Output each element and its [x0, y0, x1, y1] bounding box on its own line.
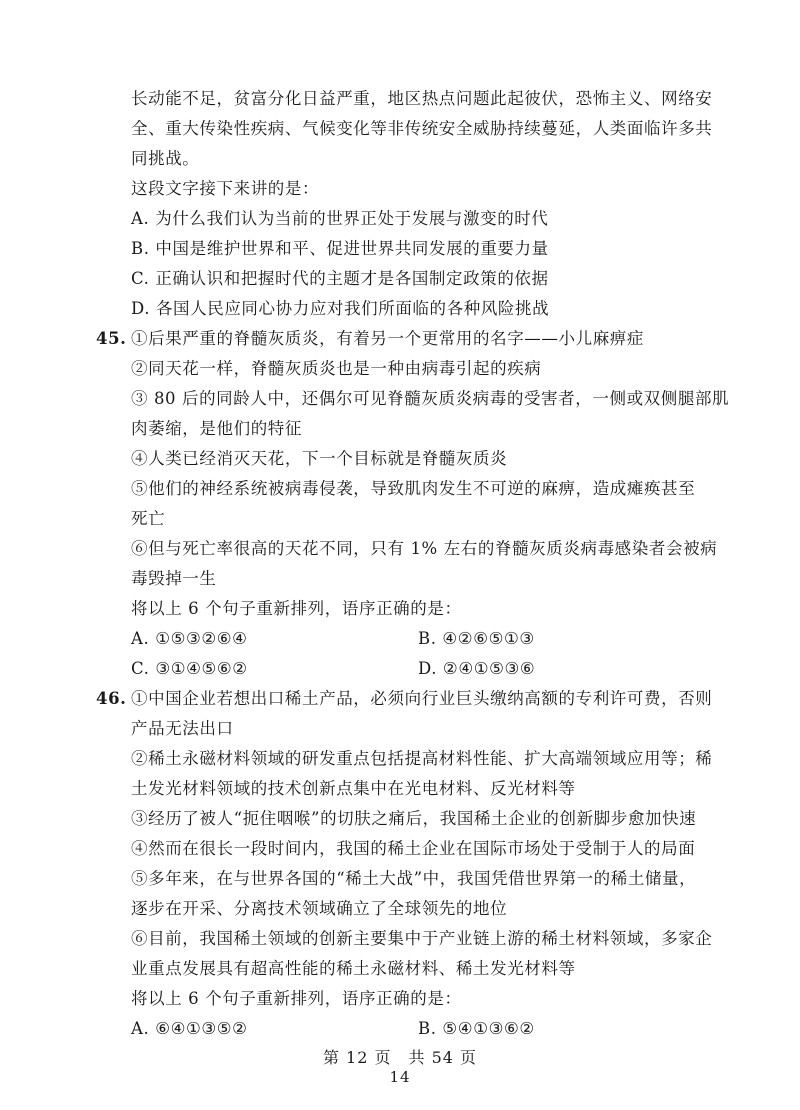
sentence-line: ②稀土永磁材料领域的研发重点包括提高材料性能、扩大高端领域应用等；稀 [131, 749, 713, 768]
sentence-line: ⑥但与死亡率很高的天花不同，只有 1% 左右的脊髓灰质炎病毒感染者会被病 [131, 539, 718, 558]
page-number: 14 [389, 1068, 411, 1086]
sentence-line: 产品无法出口 [131, 719, 234, 738]
sentence-line: ⑥目前，我国稀土领域的创新主要集中于产业链上游的稀土材料领域，多家企 [131, 929, 713, 948]
option-b: B. ④②⑥⑤①③ [418, 629, 535, 648]
passage-line: 同挑战。 [131, 149, 200, 168]
sentence-line: 死亡 [131, 509, 166, 528]
passage-line: 长动能不足，贫富分化日益严重，地区热点问题此起彼伏，恐怖主义、网络安 [131, 89, 713, 108]
sentence-line: ④人类已经消灭天花，下一个目标就是脊髓灰质炎 [131, 449, 508, 468]
sentence-line: 业重点发展具有超高性能的稀土永磁材料、稀土发光材料等 [131, 959, 576, 978]
sentence-line: 肉萎缩，是他们的特征 [131, 419, 302, 438]
sentence-line: ②同天花一样，脊髓灰质炎也是一种由病毒引起的疾病 [131, 359, 542, 378]
sentence-line: ①后果严重的脊髓灰质炎，有着另一个更常用的名字——小儿麻痹症 [131, 329, 644, 348]
sentence-line: 逐步在开采、分离技术领域确立了全球领先的地位 [131, 899, 508, 918]
question-number-46: 46. [96, 689, 127, 708]
sentence-line: ③经历了被人“扼住咽喉”的切肤之痛后，我国稀土企业的创新脚步愈加快速 [131, 809, 697, 828]
option-b: B. ⑤④①③⑥② [418, 1019, 535, 1038]
option-c: C. 正确认识和把握时代的主题才是各国制定政策的依据 [131, 269, 549, 288]
sentence-line: ①中国企业若想出口稀土产品，必须向行业巨头缴纳高额的专利许可费，否则 [131, 689, 713, 708]
option-d: D. ②④①⑤③⑥ [418, 659, 536, 678]
option-b: B. 中国是维护世界和平、促进世界共同发展的重要力量 [131, 239, 549, 258]
option-a: A. 为什么我们认为当前的世界正处于发展与激变的时代 [131, 209, 549, 228]
option-c: C. ③①④⑤⑥② [131, 659, 248, 678]
option-a: A. ①⑤③②⑥④ [131, 629, 248, 648]
page-label: 第 12 页 共 54 页 [322, 1048, 478, 1067]
sentence-line: 土发光材料领域的技术创新点集中在光电材料、反光材料等 [131, 779, 576, 798]
option-a: A. ⑥④①③⑤② [131, 1019, 248, 1038]
sentence-line: ③ 80 后的同龄人中，还偶尔可见脊髓灰质炎病毒的受害者，一侧或双侧腿部肌 [131, 389, 730, 408]
sentence-line: 毒毁掉一生 [131, 569, 217, 588]
option-d: D. 各国人民应同心协力应对我们所面临的各种风险挑战 [131, 299, 550, 318]
question-stem: 这段文字接下来讲的是： [131, 179, 320, 198]
sentence-line: ④然而在很长一段时间内，我国的稀土企业在国际市场处于受制于人的局面 [131, 839, 696, 858]
question-prompt: 将以上 6 个句子重新排列，语序正确的是： [131, 599, 462, 618]
question-prompt: 将以上 6 个句子重新排列，语序正确的是： [131, 989, 462, 1008]
sentence-line: ⑤他们的神经系统被病毒侵袭，导致肌肉发生不可逆的麻痹，造成瘫痪甚至 [131, 479, 696, 498]
question-number-45: 45. [96, 329, 127, 348]
passage-line: 全、重大传染性疾病、气候变化等非传统安全威胁持续蔓延，人类面临许多共 [131, 119, 713, 138]
sentence-line: ⑤多年来，在与世界各国的“稀土大战”中，我国凭借世界第一的稀土储量， [131, 869, 697, 888]
